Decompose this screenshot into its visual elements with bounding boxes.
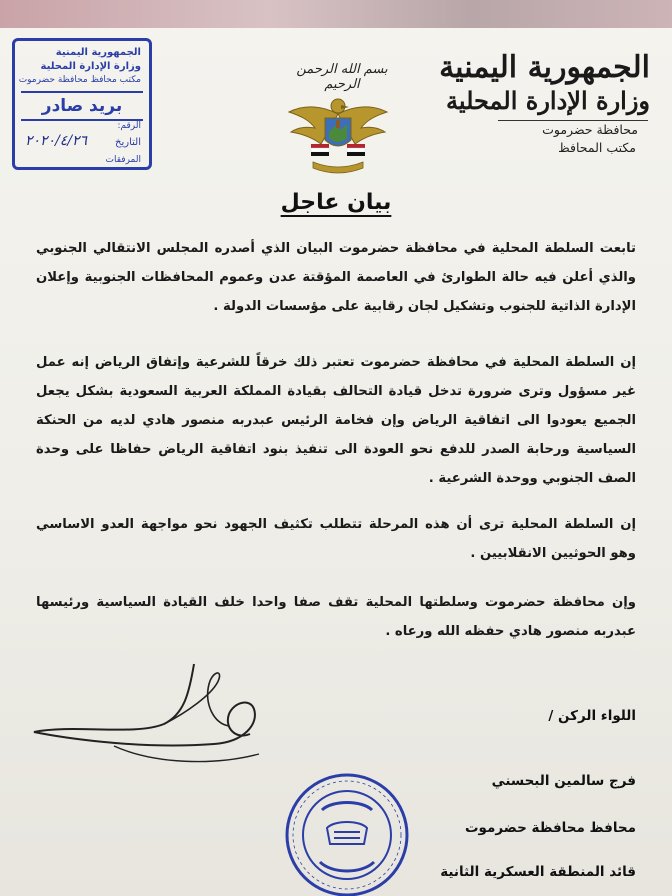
stamp-line2: وزارة الإدارة المحلية <box>40 61 141 72</box>
stamp-line1: الجمهورية اليمنية <box>55 47 141 58</box>
header-office: مكتب المحافظ <box>558 140 636 155</box>
signatory-position-governor: محافظ محافظة حضرموت <box>464 820 636 836</box>
stamp-ref-label: الرقم: <box>117 121 141 131</box>
official-seal-icon <box>282 770 412 896</box>
stamp-attachments-label: المرفقات <box>105 155 141 165</box>
paragraph-3: إن السلطة المحلية ترى أن هذه المرحلة تتطلب تكثيف الجهود نحو مواجهة العدو الاساسي وهو الحوثيين الانقلابيين . <box>36 517 636 561</box>
stamp-line3: مكتب محافظ محافظة حضرموت <box>18 75 141 85</box>
bismillah: بسم الله الرحمن الرحيم <box>296 62 388 92</box>
stamp-date-value: ٢٠٢٠/٤/٢٦ <box>25 133 88 149</box>
signatory-rank: اللواء الركن / <box>548 708 636 724</box>
document-page <box>0 28 672 896</box>
yemen-emblem-icon <box>283 86 393 176</box>
outgoing-mail-stamp <box>12 38 152 170</box>
document-title <box>0 190 672 215</box>
stamp-title: بريد صادر <box>21 91 143 121</box>
stamp-date-label: التاريخ <box>115 137 141 148</box>
header-divider <box>498 120 648 121</box>
signatory-position-commander: قائد المنطقة العسكرية الثانية <box>440 864 636 880</box>
paragraph-1: تابعت السلطة المحلية في محافظة حضرموت البيان الذي أصدره المجلس الانتقالي الجنوبي والذي أعلن فيه حالة الطوارئ في العاصمة المؤقتة عدن وعموم المحافظات الجنوبية وإعلان الإدارة الذاتية للجنوب وتشكيل لجان رقابية على مؤسسات الدولة . <box>36 241 636 314</box>
handwritten-signature-icon <box>14 654 274 784</box>
header-governorate: محافظة حضرموت <box>542 122 638 137</box>
paragraph-4: وإن محافظة حضرموت وسلطتها المحلية تقف صفا واحدا خلف القيادة السياسية ورئيسها عبدربه منصور هادي حفظه الله ورعاه . <box>36 595 636 639</box>
document-title-text: بيان عاجل <box>280 190 392 215</box>
signatory-name: فرج سالمين البحسني <box>491 773 636 789</box>
paragraph-2: إن السلطة المحلية في محافظة حضرموت تعتبر ذلك خرقاً للشرعية وإتفاق الرياض إنه عمل غير مسؤول وترى ضرورة تدخل قيادة التحالف بقيادة المملكة العربية السعودية بشكل يجعل الجميع يعودوا الى اتفاقية الرياض وإن فخامة الرئيس عبدربه منصور هادي لديه من الحنكة السياسية ورحابة الصدر للدفع نحو العودة الى تنفيذ بنود اتفاقية الرياض حفاظا على وحدة الصف الجنوبي ووحدة الشرعية . <box>36 355 636 486</box>
background-strip <box>0 0 672 30</box>
header-ministry: وزارة الإدارة المحلية <box>446 86 650 115</box>
header-country: الجمهورية اليمنية <box>439 50 650 85</box>
